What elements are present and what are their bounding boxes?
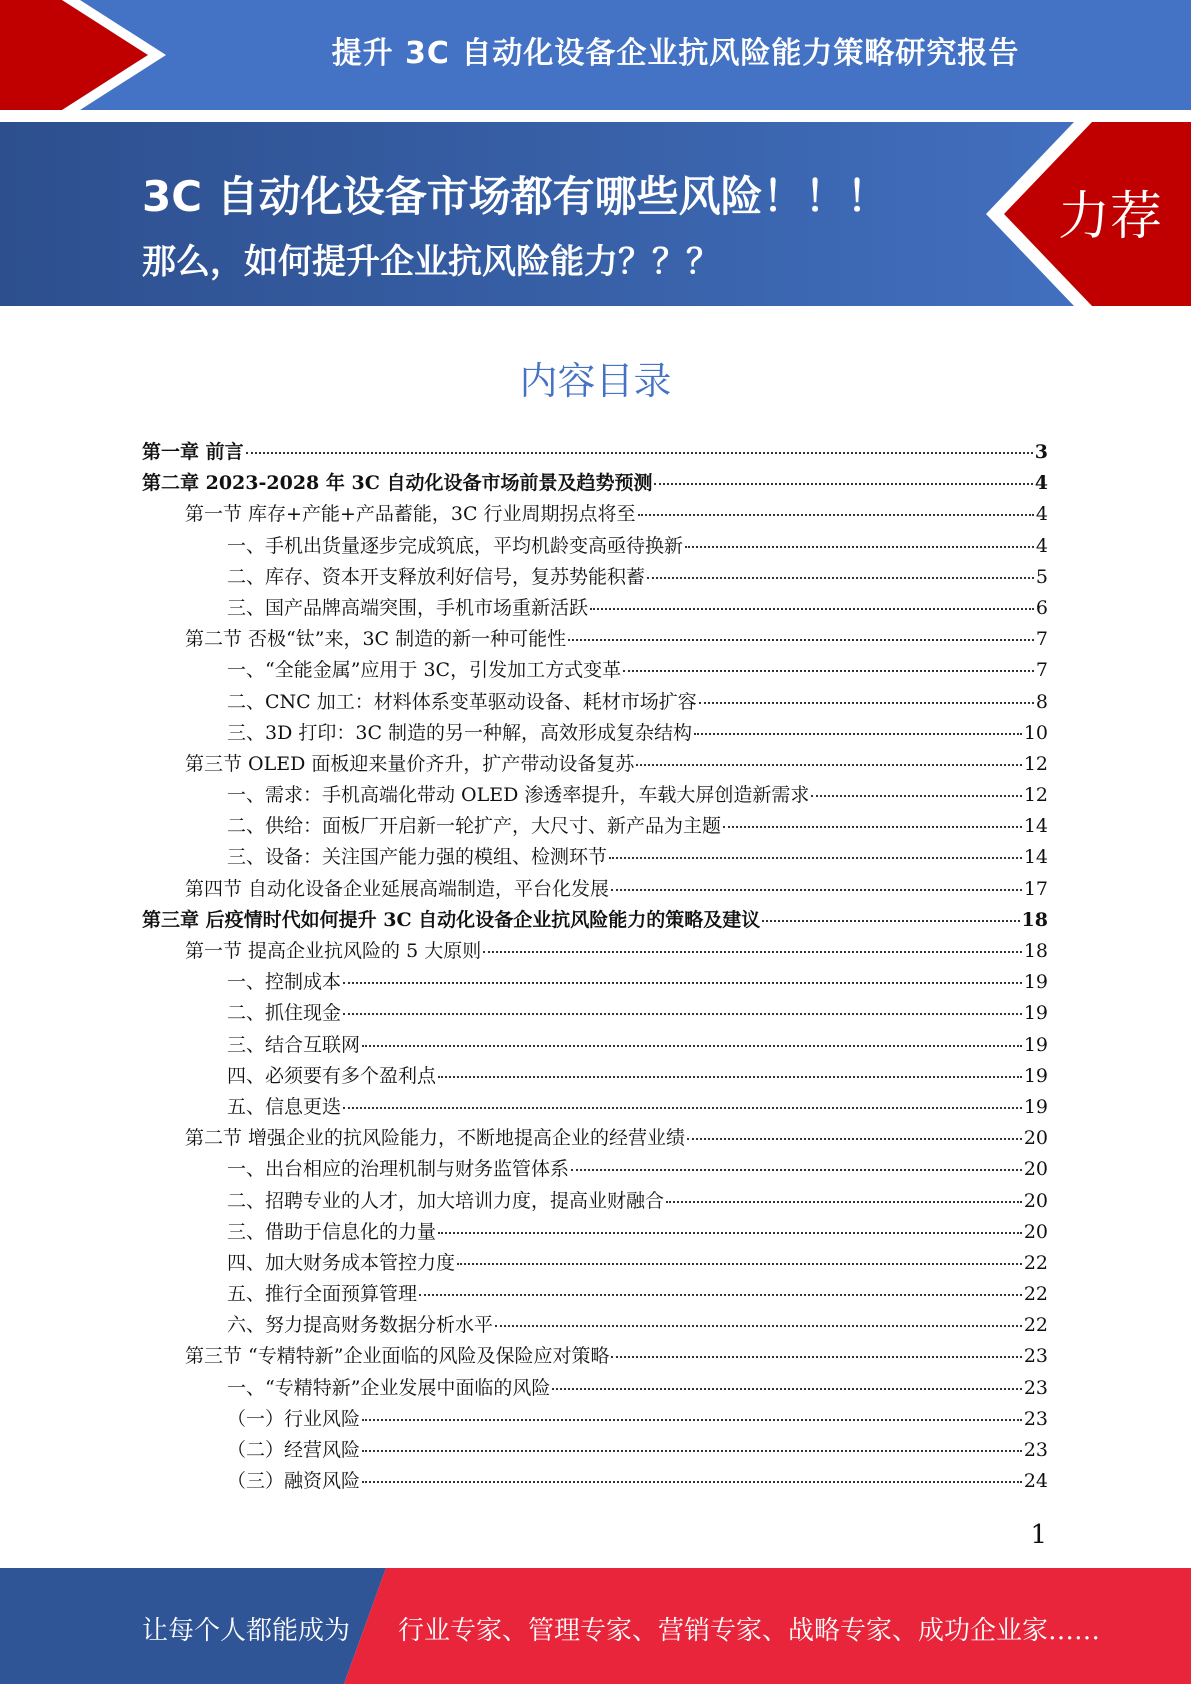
toc-title: 内容目录: [519, 359, 672, 403]
toc-entry-label: 第一节 提高企业抗风险的 5 大原则: [185, 940, 482, 962]
toc-entry[interactable]: [142, 1435, 1048, 1466]
toc-entry-label: 第一章 前言: [142, 441, 244, 463]
toc-leader-dots: [590, 593, 1034, 610]
toc-entry-label: 三、借助于信息化的力量: [227, 1220, 437, 1243]
toc-leader-dots: [362, 1466, 1022, 1483]
toc-entry-label: （二）经营风险: [227, 1439, 361, 1461]
toc-entry-label: 三、结合互联网: [227, 1033, 361, 1056]
toc-leader-dots: [723, 811, 1022, 828]
toc-entry-label: 第一节 库存+产能+产品蓄能，3C 行业周期拐点将至: [185, 503, 636, 526]
toc-entry-page: 17: [1023, 877, 1048, 900]
toc-entry[interactable]: [142, 1248, 1048, 1279]
toc-entry-page: 10: [1023, 721, 1048, 744]
recommend-badge: 力荐: [1058, 187, 1163, 247]
toc-entry-page: 22: [1023, 1314, 1048, 1337]
toc-entry-page: 4: [1035, 534, 1048, 557]
toc-entry[interactable]: [142, 1186, 1048, 1217]
toc-entry-page: 7: [1035, 659, 1048, 682]
toc-leader-dots: [362, 1435, 1022, 1452]
toc-entry[interactable]: [142, 1341, 1048, 1372]
toc-entry[interactable]: [142, 718, 1048, 749]
toc-entry[interactable]: [142, 437, 1048, 468]
toc-entry-label: 四、加大财务成本管控力度: [227, 1251, 456, 1274]
toc-leader-dots: [568, 624, 1034, 641]
toc-leader-dots: [438, 1217, 1022, 1234]
toc-entry[interactable]: [142, 1310, 1048, 1341]
toc-entry-label: 三、设备：关注国产能力强的模组、检测环节: [227, 846, 608, 869]
toc-leader-dots: [457, 1248, 1022, 1265]
toc-entry-page: 20: [1023, 1189, 1048, 1212]
toc-entry[interactable]: [142, 1466, 1048, 1497]
header-divider: [0, 110, 1191, 122]
toc-entry-page: 19: [1023, 1033, 1048, 1056]
toc-entry-page: 6: [1035, 596, 1048, 619]
toc-entry-label: 二、抓住现金: [227, 1002, 342, 1025]
toc-entry[interactable]: [142, 998, 1048, 1029]
toc-leader-dots: [694, 718, 1022, 735]
toc-entry[interactable]: [142, 655, 1048, 686]
toc-entry[interactable]: [142, 531, 1048, 562]
toc-entry[interactable]: [142, 593, 1048, 624]
toc-entry[interactable]: [142, 624, 1048, 655]
report-header-band: [0, 0, 1191, 110]
footer-band: [0, 1568, 1191, 1684]
toc-entry-label: 六、努力提高财务数据分析水平: [227, 1314, 494, 1337]
report-title: 提升 3C 自动化设备企业抗风险能力策略研究报告: [331, 36, 1020, 71]
toc-entry-label: 第三节 “专精特新”企业面临的风险及保险应对策略: [185, 1345, 610, 1368]
toc-entry-page: 8: [1035, 690, 1048, 713]
toc-leader-dots: [699, 687, 1034, 704]
toc-entry[interactable]: [142, 1279, 1048, 1310]
toc-entry-page: 4: [1035, 503, 1048, 526]
hero-subheadline: 那么，如何提升企业抗风险能力？？？: [142, 242, 720, 282]
toc-entry[interactable]: [142, 687, 1048, 718]
toc-entry[interactable]: [142, 842, 1048, 873]
toc-entry-label: （一）行业风险: [227, 1407, 361, 1430]
toc-entry-label: 三、国产品牌高端突围，手机市场重新活跃: [227, 596, 589, 619]
toc-entry[interactable]: [142, 936, 1048, 967]
toc-entry-label: 一、控制成本: [227, 971, 342, 994]
toc-leader-dots: [571, 1154, 1022, 1171]
toc-entry-page: 14: [1023, 815, 1048, 838]
footer-slogan-right: 行业专家、管理专家、营销专家、战略专家、成功企业家……: [398, 1616, 1101, 1646]
toc-entry-label: 一、出台相应的治理机制与财务监管体系: [227, 1158, 570, 1181]
toc-entry-label: 五、推行全面预算管理: [227, 1283, 418, 1306]
toc-leader-dots: [483, 936, 1022, 953]
toc-leader-dots: [246, 437, 1033, 454]
toc-entry-page: 4: [1034, 472, 1048, 495]
toc-entry-page: 22: [1023, 1283, 1048, 1306]
toc-entry-label: 第三章 后疫情时代如何提升 3C 自动化设备企业抗风险能力的策略及建议: [142, 908, 761, 931]
toc-entry[interactable]: [142, 905, 1048, 936]
toc-entry-page: 18: [1021, 908, 1048, 931]
toc-entry-label: 二、库存、资本开支释放利好信号，复苏势能积蓄: [227, 565, 646, 588]
toc-leader-dots: [687, 1123, 1022, 1140]
toc-entry[interactable]: [142, 562, 1048, 593]
toc-entry-label: 二、供给：面板厂开启新一轮扩产，大尺寸、新产品为主题: [227, 815, 722, 838]
toc-entry-page: 14: [1023, 846, 1048, 869]
table-of-contents: [142, 437, 1048, 1497]
toc-leader-dots: [343, 1092, 1022, 1109]
toc-entry-page: 19: [1023, 971, 1048, 994]
toc-leader-dots: [611, 874, 1022, 891]
toc-entry-page: 7: [1035, 628, 1048, 651]
toc-entry-page: 12: [1023, 784, 1048, 807]
toc-leader-dots: [609, 842, 1022, 859]
toc-entry-label: 一、手机出货量逐步完成筑底，平均机龄变高亟待换新: [227, 534, 684, 557]
toc-entry-page: 23: [1023, 1439, 1048, 1461]
toc-entry[interactable]: [142, 1217, 1048, 1248]
toc-leader-dots: [495, 1310, 1022, 1327]
toc-leader-dots: [811, 780, 1021, 797]
toc-leader-dots: [552, 1373, 1021, 1390]
toc-entry[interactable]: [142, 811, 1048, 842]
toc-entry[interactable]: [142, 1154, 1048, 1185]
toc-entry-page: 18: [1023, 940, 1048, 962]
toc-entry[interactable]: [142, 967, 1048, 998]
toc-leader-dots: [419, 1279, 1022, 1296]
toc-leader-dots: [362, 1030, 1022, 1047]
toc-entry-page: 3: [1034, 441, 1048, 463]
toc-leader-dots: [343, 998, 1022, 1015]
toc-leader-dots: [343, 967, 1022, 984]
toc-leader-dots: [362, 1404, 1022, 1421]
toc-entry-page: 23: [1023, 1376, 1048, 1399]
toc-entry[interactable]: [142, 780, 1048, 811]
hero-headline: 3C 自动化设备市场都有哪些风险！！！: [142, 172, 889, 221]
toc-leader-dots: [438, 1061, 1022, 1078]
toc-leader-dots: [636, 749, 1021, 766]
toc-entry[interactable]: [142, 749, 1048, 780]
toc-entry[interactable]: [142, 1030, 1048, 1061]
toc-leader-dots: [611, 1341, 1021, 1358]
toc-entry-page: 12: [1023, 752, 1048, 775]
toc-entry-page: 5: [1035, 565, 1048, 588]
toc-entry-label: 二、CNC 加工：材料体系变革驱动设备、耗材市场扩容: [227, 690, 697, 713]
toc-entry-label: 一、“专精特新”企业发展中面临的风险: [227, 1376, 551, 1399]
toc-leader-dots: [623, 655, 1034, 672]
toc-entry[interactable]: [142, 1061, 1048, 1092]
toc-entry-label: 第四节 自动化设备企业延展高端制造，平台化发展: [185, 877, 610, 900]
toc-entry-page: 24: [1023, 1470, 1048, 1493]
toc-entry[interactable]: [142, 468, 1048, 499]
toc-entry[interactable]: [142, 874, 1048, 905]
toc-entry-label: 一、“全能金属”应用于 3C，引发加工方式变革: [227, 659, 622, 682]
toc-entry-page: 19: [1023, 1064, 1048, 1087]
toc-leader-dots: [638, 499, 1034, 516]
toc-entry-page: 20: [1023, 1158, 1048, 1181]
toc-entry-label: 第三节 OLED 面板迎来量价齐升，扩产带动设备复苏: [185, 752, 635, 775]
toc-entry-label: 第二章 2023-2028 年 3C 自动化设备市场前景及趋势预测: [142, 472, 653, 495]
toc-leader-dots: [647, 562, 1034, 579]
toc-leader-dots: [685, 531, 1034, 548]
toc-entry[interactable]: [142, 499, 1048, 530]
toc-entry[interactable]: [142, 1373, 1048, 1404]
toc-entry[interactable]: [142, 1092, 1048, 1123]
toc-entry-label: 三、3D 打印：3C 制造的另一种解，高效形成复杂结构: [227, 721, 693, 744]
toc-leader-dots: [762, 905, 1019, 922]
toc-entry-page: 20: [1023, 1220, 1048, 1243]
toc-entry-label: 一、需求：手机高端化带动 OLED 渗透率提升，车载大屏创造新需求: [227, 784, 810, 807]
toc-entry-label: 五、信息更迭: [227, 1095, 342, 1118]
toc-entry-page: 20: [1023, 1127, 1048, 1150]
toc-entry-page: 23: [1023, 1407, 1048, 1430]
toc-entry-page: 22: [1023, 1251, 1048, 1274]
toc-entry-page: 19: [1023, 1002, 1048, 1025]
toc-entry-label: 四、必须要有多个盈利点: [227, 1064, 437, 1087]
toc-leader-dots: [666, 1186, 1022, 1203]
toc-entry-label: 第二节 否极“钛”来，3C 制造的新一种可能性: [185, 628, 567, 651]
toc-entry[interactable]: [142, 1123, 1048, 1154]
toc-entry-label: 二、招聘专业的人才，加大培训力度，提高业财融合: [227, 1189, 665, 1212]
page-number: 1: [1030, 1520, 1047, 1550]
hero-banner: [0, 122, 1191, 306]
toc-entry-page: 19: [1023, 1095, 1048, 1118]
footer-slogan-left: 让每个人都能成为: [142, 1616, 351, 1646]
toc-entry-page: 23: [1023, 1345, 1048, 1368]
toc-entry[interactable]: [142, 1404, 1048, 1435]
toc-leader-dots: [654, 468, 1032, 485]
toc-entry-label: （三）融资风险: [227, 1470, 361, 1493]
toc-entry-label: 第二节 增强企业的抗风险能力，不断地提高企业的经营业绩: [185, 1127, 686, 1150]
